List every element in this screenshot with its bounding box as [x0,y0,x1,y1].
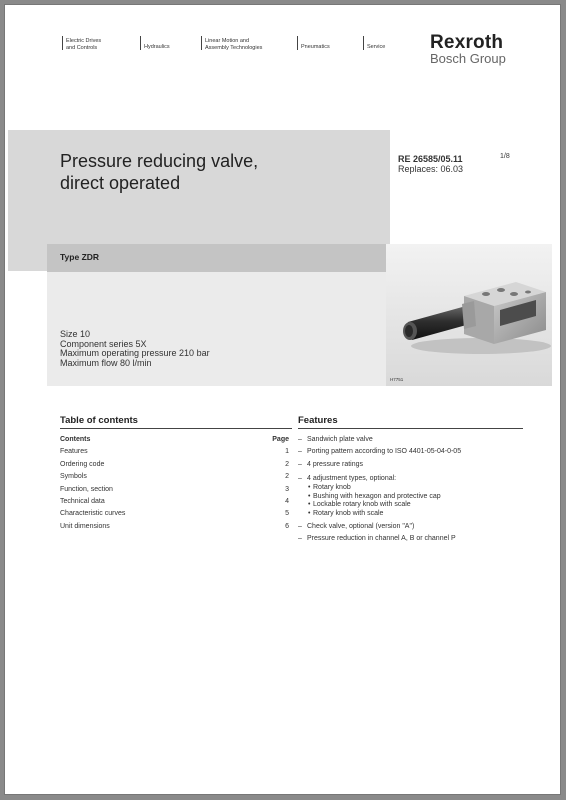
adjustment-type-item: • Rotary knob [298,484,528,493]
toc-entry-label: Unit dimensions [60,522,110,530]
nav-label: Hydraulics [144,44,170,50]
toc-entry-label: Symbols [60,473,87,481]
toc-entry-label: Ordering code [60,460,105,468]
toc-heading: Table of contents [60,415,138,426]
header-nav [62,38,423,51]
nav-label: Linear Motion and Assembly Technologies [205,38,263,51]
rexroth-logo [430,34,506,66]
adjustment-type-list [298,484,528,518]
spec-band [47,272,386,386]
nav-item-pneumatics[interactable] [297,38,363,51]
adjustment-type-item: • Lockable rotary knob with scale [298,501,528,510]
nav-item-electric-drives[interactable] [62,38,140,51]
doc-replaces: Replaces: 06.03 [398,164,464,174]
features-divider [298,428,523,429]
adjustment-type-item: • Rotary knob with scale [298,510,528,519]
toc-entry-page: 1 [285,448,289,456]
toc-row[interactable] [60,446,289,458]
toc-row[interactable] [60,508,289,520]
spec-list [60,330,210,368]
toc-header-row [60,434,289,446]
table-of-contents [60,434,289,533]
features-heading: Features [298,415,338,426]
adjustment-type-item: • Bushing with hexagon and protective cap [298,493,528,502]
nav-item-linear-motion[interactable] [201,38,297,51]
spec-pressure: Maximum operating pressure 210 bar [60,348,210,358]
toc-row[interactable] [60,496,289,508]
feature-item: – Check valve, optional (version "A") [298,521,528,533]
toc-row[interactable] [60,471,289,483]
toc-entry-page: 2 [285,473,289,481]
title-line-1: Pressure reducing valve, [60,151,259,171]
brand-group: Bosch Group [430,51,506,66]
brand-name: Rexroth [430,32,504,53]
doc-ref-number: RE 26585/05.11 [398,154,463,164]
feature-item: – Porting pattern according to ISO 4401-05-04-0-05 [298,446,528,458]
title-line-2: direct operated [60,173,181,193]
spec-flow: Maximum flow 80 l/min [60,357,152,368]
toc-row[interactable] [60,484,289,496]
toc-entry-page: 5 [285,510,289,518]
toc-col-contents: Contents [60,436,91,443]
toc-row[interactable] [60,521,289,533]
toc-entry-page: 6 [285,522,289,530]
feature-item: – 4 adjustment types, optional: [298,473,528,484]
toc-entry-label: Features [60,448,88,456]
document-reference [398,154,463,174]
product-photo [386,244,552,386]
photo-code: H7751 [390,377,404,382]
toc-entry-page: 4 [285,497,289,505]
nav-label: Electric Drives and Controls [66,38,102,51]
features-list [298,434,528,545]
toc-entry-page: 2 [285,460,289,468]
feature-item: – Pressure reduction in channel A, B or channel P [298,533,528,545]
spec-series: Component series 5X [60,338,147,349]
nav-label: Pneumatics [301,44,330,50]
toc-divider [60,428,292,429]
spec-size: Size 10 [60,329,91,339]
nav-item-hydraulics[interactable] [140,38,201,51]
toc-entry-page: 3 [285,485,289,493]
page-number: 1/8 [500,153,510,160]
document-page [4,4,561,795]
nav-item-service[interactable] [363,38,423,51]
toc-row[interactable] [60,459,289,471]
toc-entry-label: Technical data [60,497,105,505]
feature-item: – Sandwich plate valve [298,434,528,446]
page-title [60,150,360,194]
nav-label: Service [367,44,386,50]
feature-item: – 4 pressure ratings [298,459,528,471]
type-label: Type ZDR [60,252,100,262]
toc-col-page: Page [272,436,289,443]
toc-entry-label: Characteristic curves [60,510,126,518]
toc-entry-label: Function, section [60,485,113,493]
valve-image [386,244,552,386]
